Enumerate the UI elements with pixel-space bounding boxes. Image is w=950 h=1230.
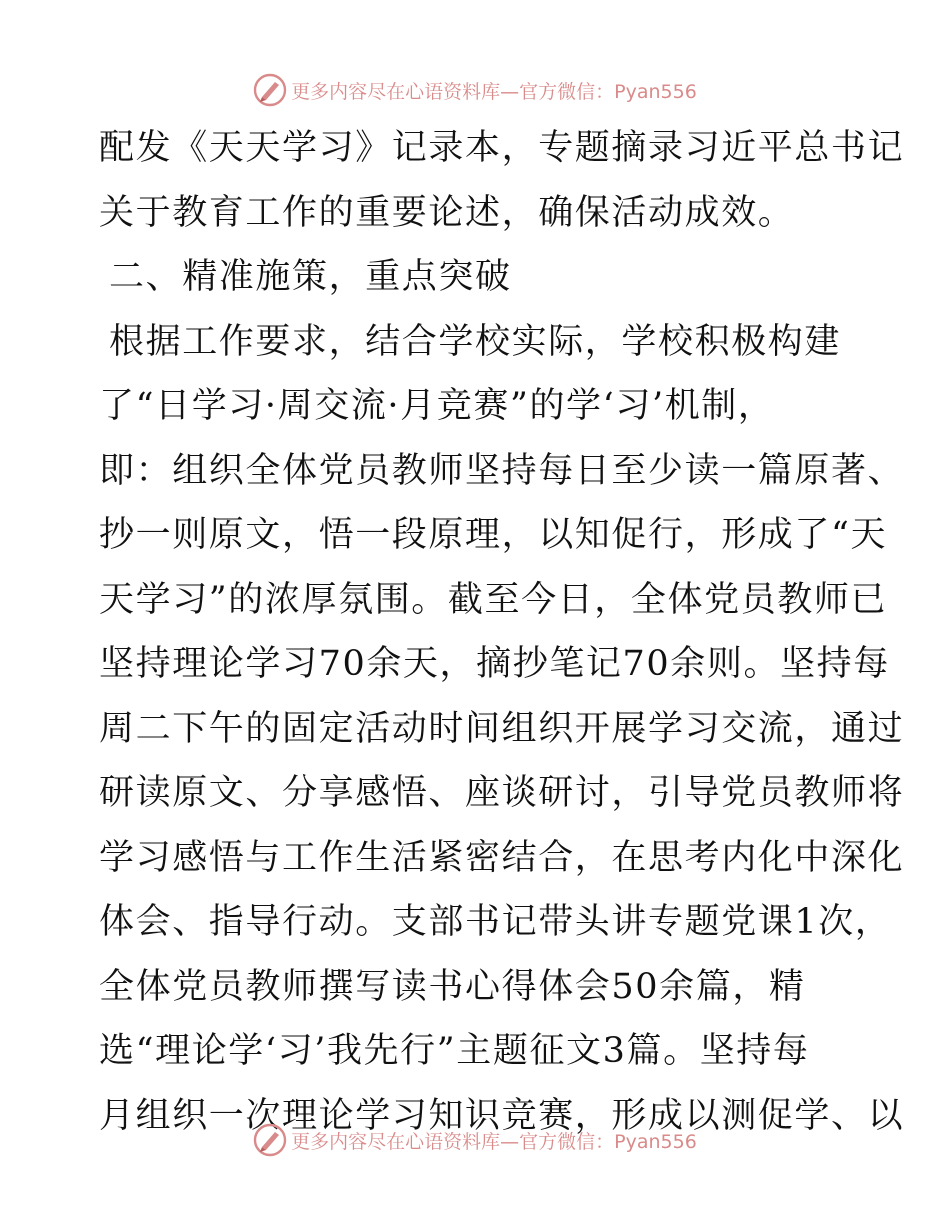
watermark-text: 更多内容尽在心语资料库—官方微信：Pyan556 (291, 80, 697, 103)
body-line: 周二下午的固定活动时间组织开展学习交流，通过 (99, 708, 905, 749)
body-line: 根据工作要求，结合学校实际，学校积极构建 (109, 321, 842, 362)
body-line: 研读原文、分享感悟、座谈研讨，引导党员教师将 (99, 773, 905, 813)
body-line: 体会、指导行动。支部书记带头讲专题党课1次， (99, 902, 892, 942)
body-line: 了“日学习·周交流·月竞赛”的学‘习’机制， (99, 386, 775, 426)
body-line: 月组织一次理论学习知识竞赛，形成以测促学、以 (99, 1095, 905, 1136)
section-heading: 二、精准施策，重点突破 (109, 257, 512, 297)
header-watermark (0, 70, 950, 110)
body-line: 坚持理论学习70余天，摘抄笔记70余则。坚持每 (99, 644, 890, 684)
body-line: 选“理论学‘习’我先行”主题征文3篇。坚持每 (99, 1031, 810, 1071)
body-line: 配发《天天学习》记录本，专题摘录习近平总书记 (99, 128, 905, 168)
body-line: 学习感悟与工作生活紧密结合，在思考内化中深化 (99, 837, 905, 878)
pen-logo-icon (253, 1123, 287, 1157)
pen-logo-icon (253, 73, 287, 107)
body-line: 抄一则原文，悟一段原理，以知促行，形成了“天 (99, 515, 888, 555)
body-line: 关于教育工作的重要论述，确保活动成效。 (99, 192, 795, 233)
document-body (99, 116, 905, 1148)
body-line: 天学习”的浓厚氛围。截至今日，全体党员教师已 (99, 579, 888, 620)
body-line: 全体党员教师撰写读书心得体会50余篇，精 (99, 966, 806, 1007)
footer-watermark (0, 1120, 950, 1160)
watermark-text: 更多内容尽在心语资料库—官方微信：Pyan556 (291, 1130, 697, 1153)
body-line: 即：组织全体党员教师坚持每日至少读一篇原著、 (99, 450, 905, 491)
